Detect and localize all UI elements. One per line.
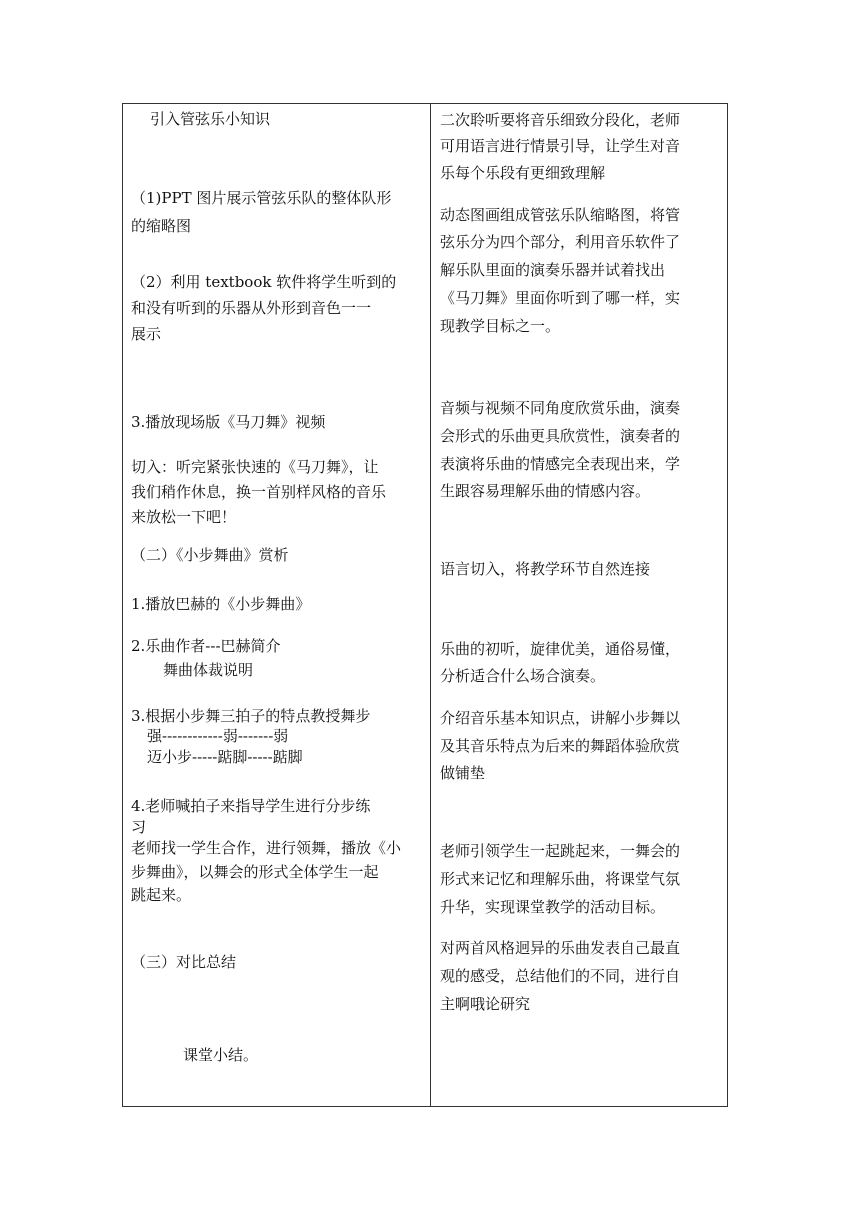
left-line: 跳起来。 [131,886,192,904]
right-line: 乐每个乐段有更细致理解 [440,164,606,182]
left-line: 1.播放巴赫的《小步舞曲》 [131,595,311,613]
right-line: 弦乐分为四个部分，利用音乐软件了 [440,233,681,251]
right-line: 及其音乐特点为后来的舞蹈体验欣赏 [440,737,681,755]
column-divider [430,104,431,1106]
dance-step-line: 迈小步-----踮脚-----踮脚 [147,748,303,766]
left-line: 的缩略图 [131,217,192,235]
dance-beat-line: 强------------弱-------弱 [147,727,289,745]
left-line: 习 [131,818,147,836]
right-line: 解乐队里面的演奏乐器并试着找出 [440,261,666,279]
right-line: 语言切入，将教学环节自然连接 [440,560,651,578]
right-line: 老师引领学生一起跳起来，一舞会的 [440,842,681,860]
left-line: 课堂小结。 [183,1046,259,1064]
right-line: 升华，实现课堂教学的活动目标。 [440,898,666,916]
right-line: 做铺垫 [440,764,486,782]
left-line: （2）利用 textbook 软件将学生听到的 [131,273,397,291]
left-line: 展示 [131,325,162,343]
left-line: 3.根据小步舞三拍子的特点教授舞步 [131,707,371,725]
left-line: 3.播放现场版《马刀舞》视频 [131,413,326,431]
left-line: 步舞曲》，以舞会的形式全体学生一起 [131,863,379,881]
left-line: 我们稍作休息，换一首别样风格的音乐 [131,483,387,501]
section-heading: （三）对比总结 [131,953,237,971]
left-line: 4.老师喊拍子来指导学生进行分步练 [131,797,371,815]
right-line: 生跟容易理解乐曲的情感内容。 [440,482,651,500]
left-line: 和没有听到的乐器从外形到音色一一 [131,299,372,317]
right-line: 音频与视频不同角度欣赏乐曲，演奏 [440,399,681,417]
right-line: 可用语言进行情景引导，让学生对音 [440,137,681,155]
right-line: 表演将乐曲的情感完全表现出来，学 [440,455,681,473]
left-line: 2.乐曲作者---巴赫简介 [131,637,281,655]
section-heading: （二）《小步舞曲》赏析 [131,546,289,564]
right-line: 《马刀舞》里面你听到了哪一样，实 [440,289,681,307]
left-line: （1)PPT 图片展示管弦乐队的整体队形 [131,189,392,207]
right-line: 动态图画组成管弦乐队缩略图，将管 [440,206,681,224]
left-line: 切入：听完紧张快速的《马刀舞》，让 [131,458,379,476]
left-line: 来放松一下吧！ [131,508,237,526]
right-line: 分析适合什么场合演奏。 [440,667,606,685]
right-line: 乐曲的初听，旋律优美，通俗易懂， [440,640,681,658]
right-line: 形式来记忆和理解乐曲，将课堂气氛 [440,870,681,888]
right-line: 对两首风格迥异的乐曲发表自己最直 [440,939,681,957]
right-line: 介绍音乐基本知识点，讲解小步舞以 [440,709,681,727]
left-line: 引入管弦乐小知识 [150,110,271,128]
left-line: 老师找一学生合作，进行领舞，播放《小 [131,839,402,857]
right-line: 观的感受，总结他们的不同，进行自 [440,967,681,985]
right-line: 现教学目标之一。 [440,317,561,335]
right-line: 二次聆听要将音乐细致分段化，老师 [440,111,681,129]
right-line: 会形式的乐曲更具欣赏性，演奏者的 [440,427,681,445]
left-line: 舞曲体裁说明 [163,661,254,679]
right-line: 主啊哦论研究 [440,995,531,1013]
